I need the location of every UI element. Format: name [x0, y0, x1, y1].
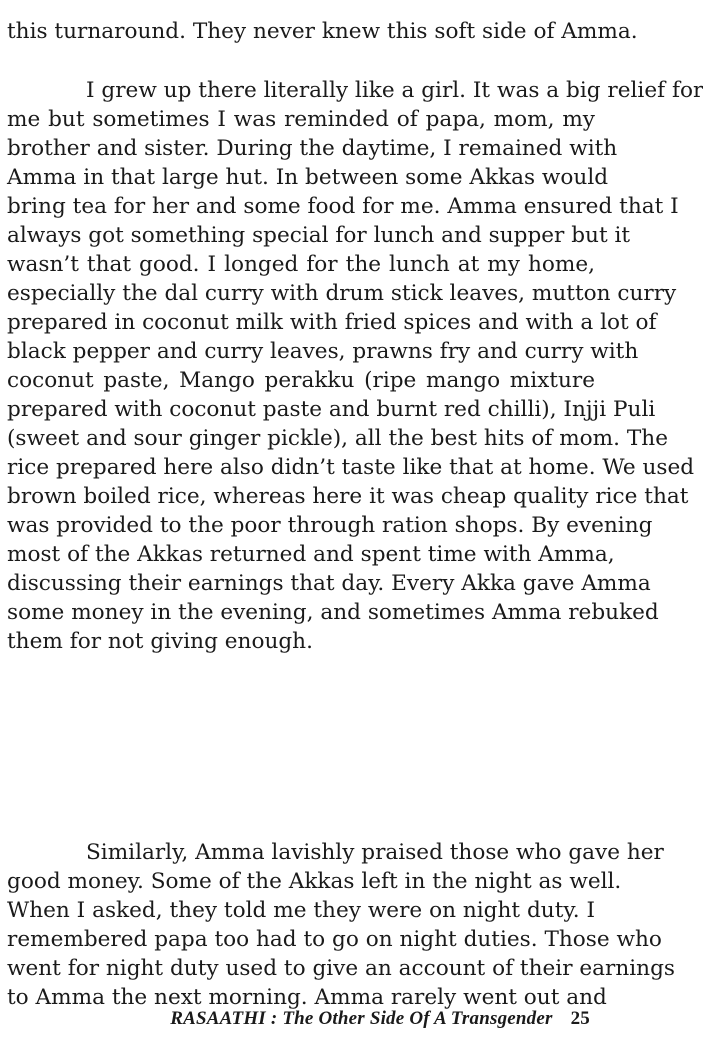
text-line: black pepper and curry leaves, prawns fry and curry with [7, 339, 639, 364]
paragraph-grew-up [7, 76, 703, 656]
text-line: to Amma the next morning. Amma rarely went out and [7, 985, 607, 1010]
page-footer [0, 1008, 590, 1030]
text-line: prepared in coconut milk with fried spices and with a lot of [7, 310, 657, 335]
running-title: RASAATHI : The Other Side Of A Transgender [170, 1008, 553, 1029]
text-line: discussing their earnings that day. Every Akka gave Amma [7, 571, 651, 596]
text-line: some money in the evening, and sometimes Amma rebuked [7, 600, 659, 625]
text-line: brother and sister. During the daytime, I remained with [7, 136, 618, 161]
text-line: prepared with coconut paste and burnt red chilli), Injji Puli [7, 397, 656, 422]
text-line: was provided to the poor through ration shops. By evening [7, 513, 653, 538]
text-line: rice prepared here also didn’t taste like that at home. We used [7, 455, 695, 480]
paragraph-continued [7, 17, 638, 46]
text-line: When I asked, they told me they were on night duty. I [7, 898, 595, 923]
text-line: bring tea for her and some food for me. Amma ensured that I [7, 194, 679, 219]
text-line: always got something special for lunch and supper but it [7, 223, 631, 248]
page-number: 25 [570, 1008, 590, 1029]
paragraph-similarly [7, 838, 675, 1012]
text-line: I grew up there literally like a girl. It was a big relief for [86, 78, 703, 103]
text-line: wasn’t that good. I longed for the lunch at my home, [7, 252, 595, 277]
text-line: this turnaround. They never knew this soft side of Amma. [7, 19, 638, 44]
text-line: me but sometimes I was reminded of papa, mom, my [7, 107, 595, 132]
text-line: Similarly, Amma lavishly praised those who gave her [86, 840, 664, 865]
text-line: remembered papa too had to go on night duties. Those who [7, 927, 662, 952]
text-line: coconut paste, Mango perakku (ripe mango mixture [7, 368, 595, 393]
text-line: brown boiled rice, whereas here it was cheap quality rice that [7, 484, 689, 509]
text-line: went for night duty used to give an account of their earnings [7, 956, 675, 981]
text-line: them for not giving enough. [7, 629, 313, 654]
text-line: especially the dal curry with drum stick leaves, mutton curry [7, 281, 677, 306]
text-line: good money. Some of the Akkas left in the night as well. [7, 869, 622, 894]
text-line: (sweet and sour ginger pickle), all the best hits of mom. The [7, 426, 668, 451]
text-line: most of the Akkas returned and spent time with Amma, [7, 542, 615, 567]
text-line: Amma in that large hut. In between some Akkas would [7, 165, 609, 190]
